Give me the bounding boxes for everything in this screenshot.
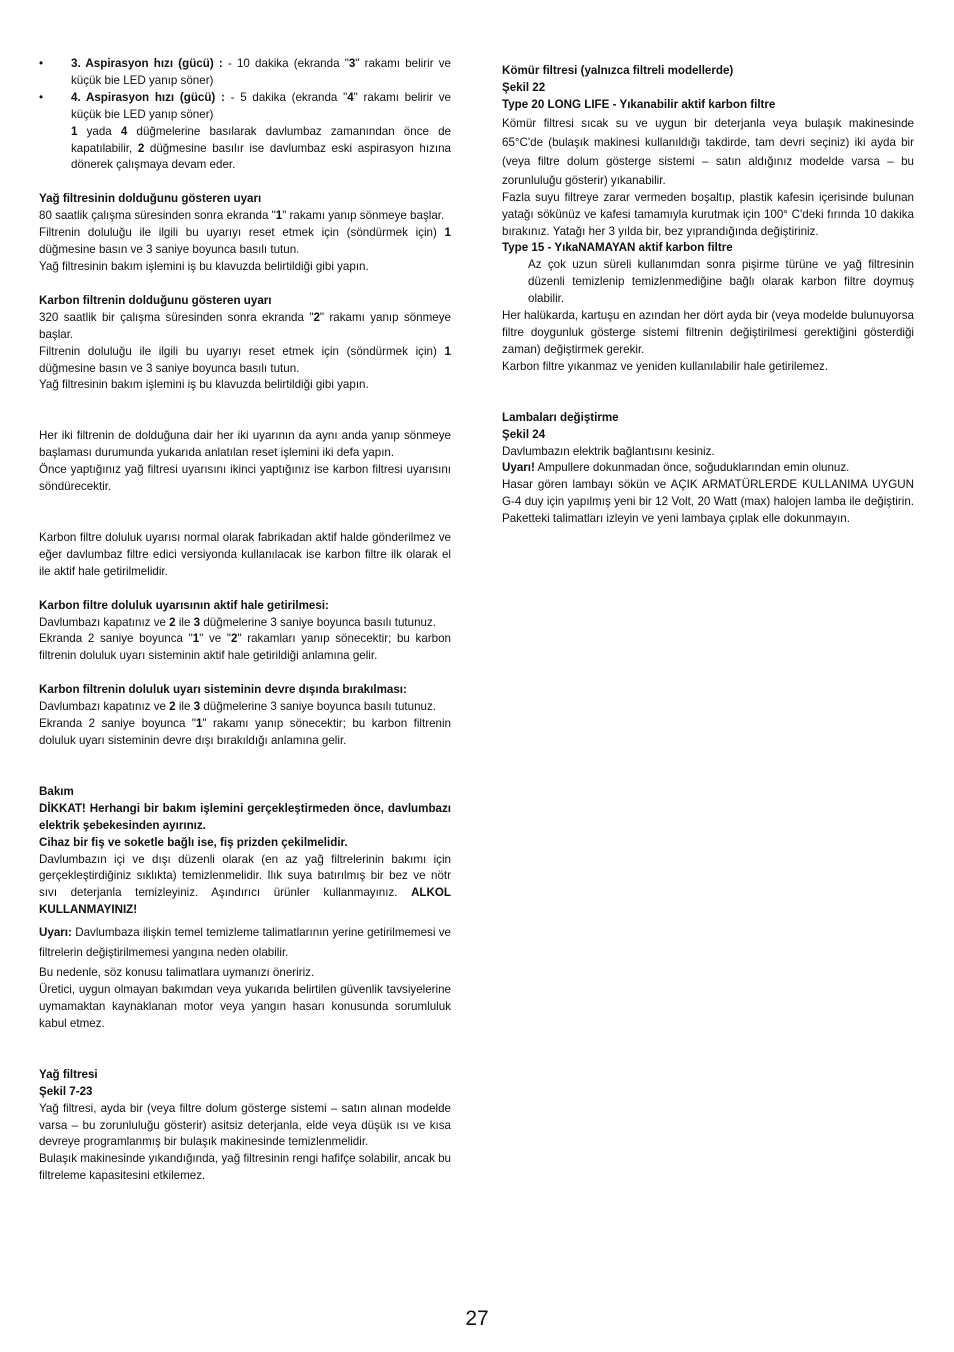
- page-number: 27: [465, 1307, 489, 1330]
- speed-4-title: 4. Aspirasyon hızı (gücü) :: [71, 90, 225, 104]
- type15-p3: Karbon filtre yıkanmaz ve yeniden kullanılabilir hale getirilemez.: [502, 359, 829, 373]
- bullet-dot: •: [39, 90, 44, 104]
- maintenance-p3: Üretici, uygun olmayan bakımdan veya yukarıda belirtilen güvenlik tavsiyelerine uymamaktan kaynaklanan motor veya yangın hasarı konusunda sorumluluk kabul etmez.: [39, 983, 451, 1030]
- maintenance-warning-2: Cihaz bir fiş ve soketle bağlı ise, fiş prizden çekilmelidir.: [39, 835, 348, 849]
- lamps-p2: Hasar gören lambayı sökün ve AÇIK ARMATÜRLERDE KULLANIMA UYGUN G-4 duy için yapılmış yeni bir 12 Volt, 20 Watt (max) halojen lamba ile değiştirin. Paketteki talimatları izleyin ve yeni lambaya çıplak elle dokunmayın.: [502, 478, 914, 526]
- grease-warning-p3: Yağ filtresinin bakım işlemini iş bu klavuzda belirtildiği gibi yapın.: [39, 259, 369, 273]
- deactivate-p1: Davlumbazı kapatınız ve 2 ile 3 düğmelerine 3 saniye boyunca basılı tutunuz.: [39, 700, 437, 714]
- bullet-dot: •: [39, 57, 44, 70]
- bullet-item-speed-4: • 4. Aspirasyon hızı (gücü) : - 5 dakika (ekranda "4" rakamı belirir ve küçük bie LED yanıp söner): [39, 90, 451, 121]
- coal-filter-heading: Kömür filtresi (yalnızca filtreli modellerde): [502, 64, 734, 77]
- maintenance-p2: Bu nedenle, söz konusu talimatlara uymanızı öneririz.: [39, 966, 315, 980]
- grease-filter-figure-ref: Şekil 7-23: [39, 1084, 93, 1098]
- type15-p2: Her halükarda, kartuşu en azından her dört ayda bir (veya modelde bulunuyorsa filtre doygunluk gösterge sistemi filtrenin değiştirilmesi gerektiğini gösterdiği zaman) değiştirmek gerekir.: [502, 309, 914, 356]
- both-filters-p1: Her iki filtrenin de dolduğuna dair her iki uyarının da aynı anda yanıp sönmeye başlaması durumunda yukarıda anlatılan reset işlemini iki defa yapın.: [39, 429, 451, 460]
- speed-3-title: 3. Aspirasyon hızı (gücü) :: [71, 57, 223, 70]
- carbon-warning-p2: Filtrenin doluluğu ile ilgili bu uyarıyı reset etmek için (söndürmek için) 1 düğmesine basın ve 3 saniye boyunca basılı tutun.: [39, 344, 451, 375]
- bullet-item-speed-3: • 3. Aspirasyon hızı (gücü) : - 10 dakika (ekranda "3" rakamı belirir ve küçük bie LED yanıp söner): [39, 57, 451, 87]
- lamps-p1: Davlumbazın elektrik bağlantısını kesiniz.: [502, 444, 715, 458]
- lamps-figure-ref: Şekil 24: [502, 427, 546, 441]
- carbon-warning-p3: Yağ filtresinin bakım işlemini iş bu klavuzda belirtildiği gibi yapın.: [39, 378, 369, 392]
- lamps-heading: Lambaları değiştirme: [502, 410, 619, 424]
- deactivate-heading: Karbon filtrenin doluluk uyarı sisteminin devre dışında bırakılması:: [39, 683, 407, 697]
- maintenance-warning-1: DİKKAT! Herhangi bir bakım işlemini gerçekleştirmeden önce, davlumbazı elektrik şebekesinden ayırınız.: [39, 801, 451, 832]
- type15-p1: Az çok uzun süreli kullanımdan sonra pişirme türüne ve yağ filtresinin düzenli temizlenip temizlenmediğine bağlı olarak karbon filtre doymuş olabilir.: [528, 258, 914, 306]
- type20-heading: Type 20 LONG LIFE - Yıkanabilir aktif karbon filtre: [502, 97, 776, 111]
- deactivate-p2: Ekranda 2 saniye boyunca "1" rakamı yanıp sönecektir; bu karbon filtrenin doluluk uyarı sisteminin devre dışı bırakıldığı anlamına gelir.: [39, 717, 451, 747]
- maintenance-warning-note: Uyarı: Davlumbaza ilişkin temel temizleme talimatlarının yerine getirilmemesi ve filtrelerin değiştirilmemesi yangına neden olabilir.: [39, 926, 451, 960]
- type20-p1: Kömür filtresi sıcak su ve uygun bir deterjanla veya bulaşık makinesinde 65°C'de (bulaşık makinesi kullanıldığı takdirde, tam devri seçiniz) iki ayda bir (veya filtre dolum gösterge sistemi – satın aldığınız modelde varsa – bu zorunluluğu gösterir) yıkanabilir.: [502, 116, 914, 187]
- maintenance-heading: Bakım: [39, 784, 74, 798]
- speed-note: 1 yada 4 düğmelerine basılarak davlumbaz zamanından önce de kapatılabilir, 2 düğmesine basılır ise davlumbaz eski aspirasyon hızına dönerek çalışmaya devam eder.: [71, 124, 451, 172]
- grease-warning-heading: Yağ filtresinin dolduğunu gösteren uyarı: [39, 192, 262, 206]
- grease-warning-p1: 80 saatlik çalışma süresinden sonra ekranda "1" rakamı yanıp sönmeye başlar.: [39, 209, 445, 223]
- left-column: [39, 56, 451, 1185]
- right-column: [502, 63, 914, 528]
- carbon-warning-heading: Karbon filtrenin dolduğunu gösteren uyarı: [39, 293, 272, 307]
- activate-p2: Ekranda 2 saniye boyunca "1" ve "2" rakamları yanıp sönecektir; bu karbon filtrenin doluluk uyarı sisteminin aktif hale getirildiği anlamına gelir.: [39, 632, 451, 663]
- type15-heading: Type 15 - YıkaNAMAYAN aktif karbon filtre: [502, 241, 733, 255]
- activate-heading: Karbon filtre doluluk uyarısının aktif hale getirilmesi:: [39, 598, 329, 612]
- type20-p2: Fazla suyu filtreye zarar vermeden boşaltıp, plastik kafesin içerisinde bulunan yatağı sökünüz ve kafesi tamamıyla kurutmak için 100° C'deki fırında 10 dakika bırakınız. Yatağı her 3 yılda bir, bez yıprandığında değiştiriniz.: [502, 190, 914, 238]
- carbon-warning-p1: 320 saatlik bir çalışma süresinden sonra ekranda "2" rakamı yanıp sönmeye başlar.: [39, 310, 451, 341]
- lamps-warning: Uyarı! Ampullere dokunmadan önce, soğuduklarından emin olunuz.: [502, 461, 850, 475]
- grease-filter-heading: Yağ filtresi: [39, 1067, 98, 1081]
- coal-filter-figure-ref: Şekil 22: [502, 80, 546, 94]
- grease-filter-p2: Bulaşık makinesinde yıkandığında, yağ filtresinin rengi hafifçe solabilir, ancak bu filtreleme kapasitesini etkilemez.: [39, 1152, 451, 1183]
- grease-warning-p2: Filtrenin doluluğu ile ilgili bu uyarıyı reset etmek için (söndürmek için) 1 düğmesine basın ve 3 saniye boyunca basılı tutun.: [39, 226, 451, 257]
- maintenance-p1: Davlumbazın içi ve dışı düzenli olarak (en az yağ filtrelerinin bakımı için gerçekleştirdiğiniz sıklıkta) temizlenmelidir. Ilık suya batırılmış bir bez ve nötr sıvı deterjanla temizleyiniz. Aşındırıcı ürünler kullanmayınız. ALKOL KULLANMAYINIZ!: [39, 852, 451, 917]
- grease-filter-p1: Yağ filtresi, ayda bir (veya filtre dolum gösterge sistemi – satın alınan modelde varsa – bu zorunluluğu gösterir) asitsiz deterjanla, elde veya düşük ısı ve kısa devreye programlanmış bir bulaşık makinesinde temizlenmelidir.: [39, 1101, 451, 1149]
- both-filters-p2: Önce yaptığınız yağ filtresi uyarısını ikinci yaptığınız ise karbon filtresi uyarısını söndürecektir.: [39, 463, 451, 494]
- carbon-info-paragraph: Karbon filtre doluluk uyarısı normal olarak fabrikadan aktif halde gönderilmez ve eğer davlumbaz filtre edici versiyonda kullanılacak ise karbon filtre ilk olarak el ile aktif hale getirilmelidir.: [39, 530, 451, 578]
- activate-p1: Davlumbazı kapatınız ve 2 ile 3 düğmelerine 3 saniye boyunca basılı tutunuz.: [39, 615, 437, 629]
